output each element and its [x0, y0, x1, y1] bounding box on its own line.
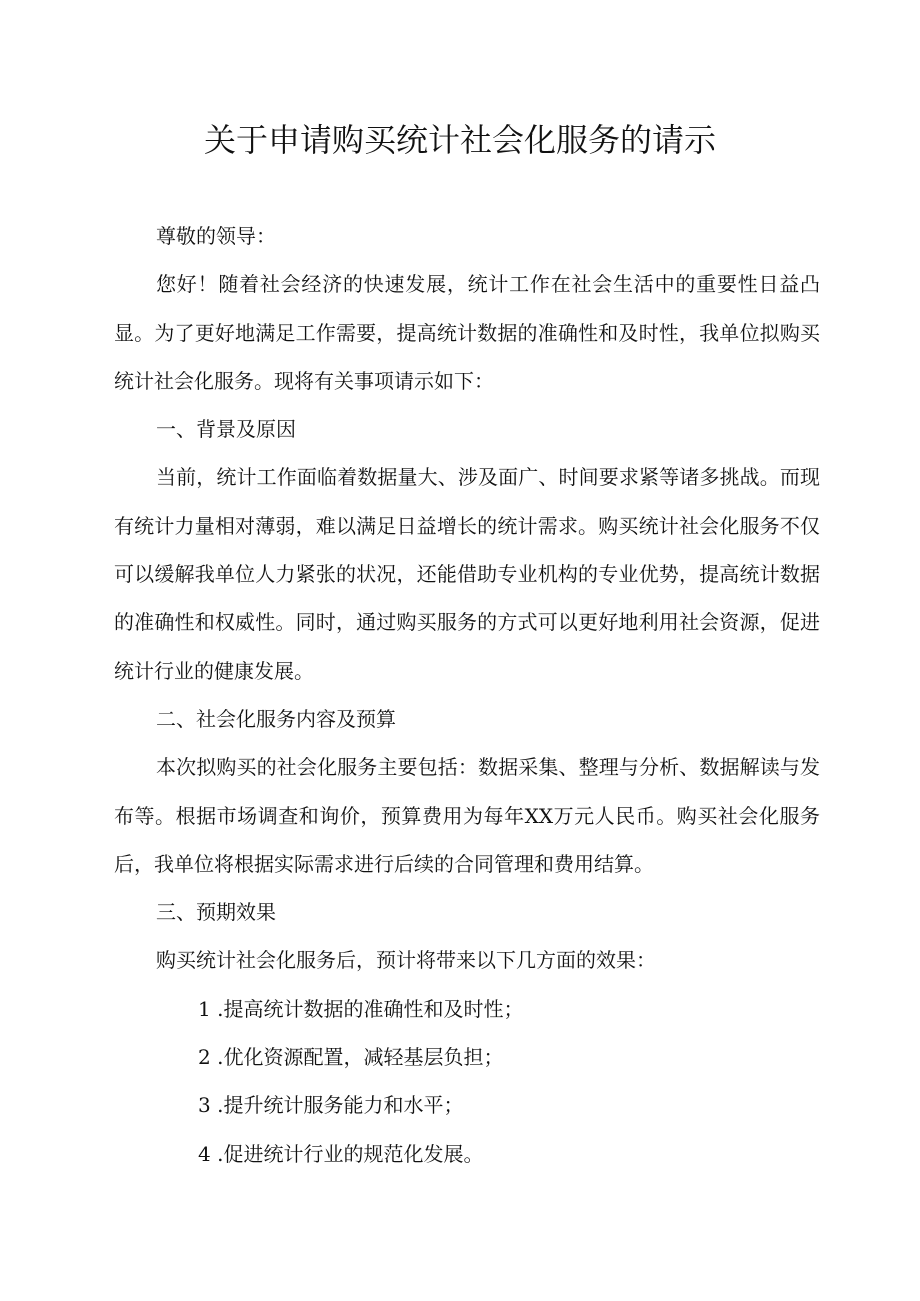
salutation: 尊敬的领导： [156, 224, 276, 248]
background-paragraph: 当前，统计工作面临着数据量大、涉及面广、时间要求紧等诸多挑战。而现有统计力量相对薄弱，难以满足日益增长的统计需求。购买统计社会化服务不仅可以缓解我单位人力紧张的状况，还能借助专业机构的专业优势，提高统计数据的准确性和权威性。同时，通过购买服务的方式可以更好地利用社会资源，促进统计行业的健康发展。 [114, 465, 820, 683]
document-body [114, 212, 820, 1178]
list-item-number: 4 [198, 1141, 211, 1166]
section-heading-content-budget: 二、社会化服务内容及预算 [156, 706, 396, 731]
list-item [114, 1130, 820, 1178]
list-item-number: 1 [198, 996, 211, 1021]
expected-effects-intro: 购买统计社会化服务后，预计将带来以下几方面的效果： [156, 948, 656, 973]
list-item-text: .促进统计行业的规范化发展。 [217, 1141, 484, 1166]
document-title: 关于申请购买统计社会化服务的请示 [203, 121, 716, 159]
list-item-number: 2 [198, 1045, 211, 1070]
list-item [114, 985, 820, 1033]
list-item [114, 1081, 820, 1129]
list-item-text: .提高统计数据的准确性和及时性； [217, 996, 524, 1021]
intro-paragraph: 您好！随着社会经济的快速发展，统计工作在社会生活中的重要性日益凸显。为了更好地满足工作需要，提高统计数据的准确性和及时性，我单位拟购买统计社会化服务。现将有关事项请示如下： [114, 272, 820, 393]
section-heading-background: 一、背景及原因 [156, 417, 296, 442]
section-heading-expected-effects: 三、预期效果 [156, 900, 276, 925]
list-item-text: .优化资源配置，减轻基层负担； [217, 1045, 504, 1070]
list-item-text: .提升统计服务能力和水平； [217, 1093, 464, 1118]
list-item-number: 3 [198, 1093, 211, 1118]
list-item [114, 1033, 820, 1081]
content-budget-paragraph: 本次拟购买的社会化服务主要包括：数据采集、整理与分析、数据解读与发布等。根据市场调查和询价，预算费用为每年XX万元人民币。购买社会化服务后，我单位将根据实际需求进行后续的合同管理和费用结算。 [114, 755, 820, 876]
